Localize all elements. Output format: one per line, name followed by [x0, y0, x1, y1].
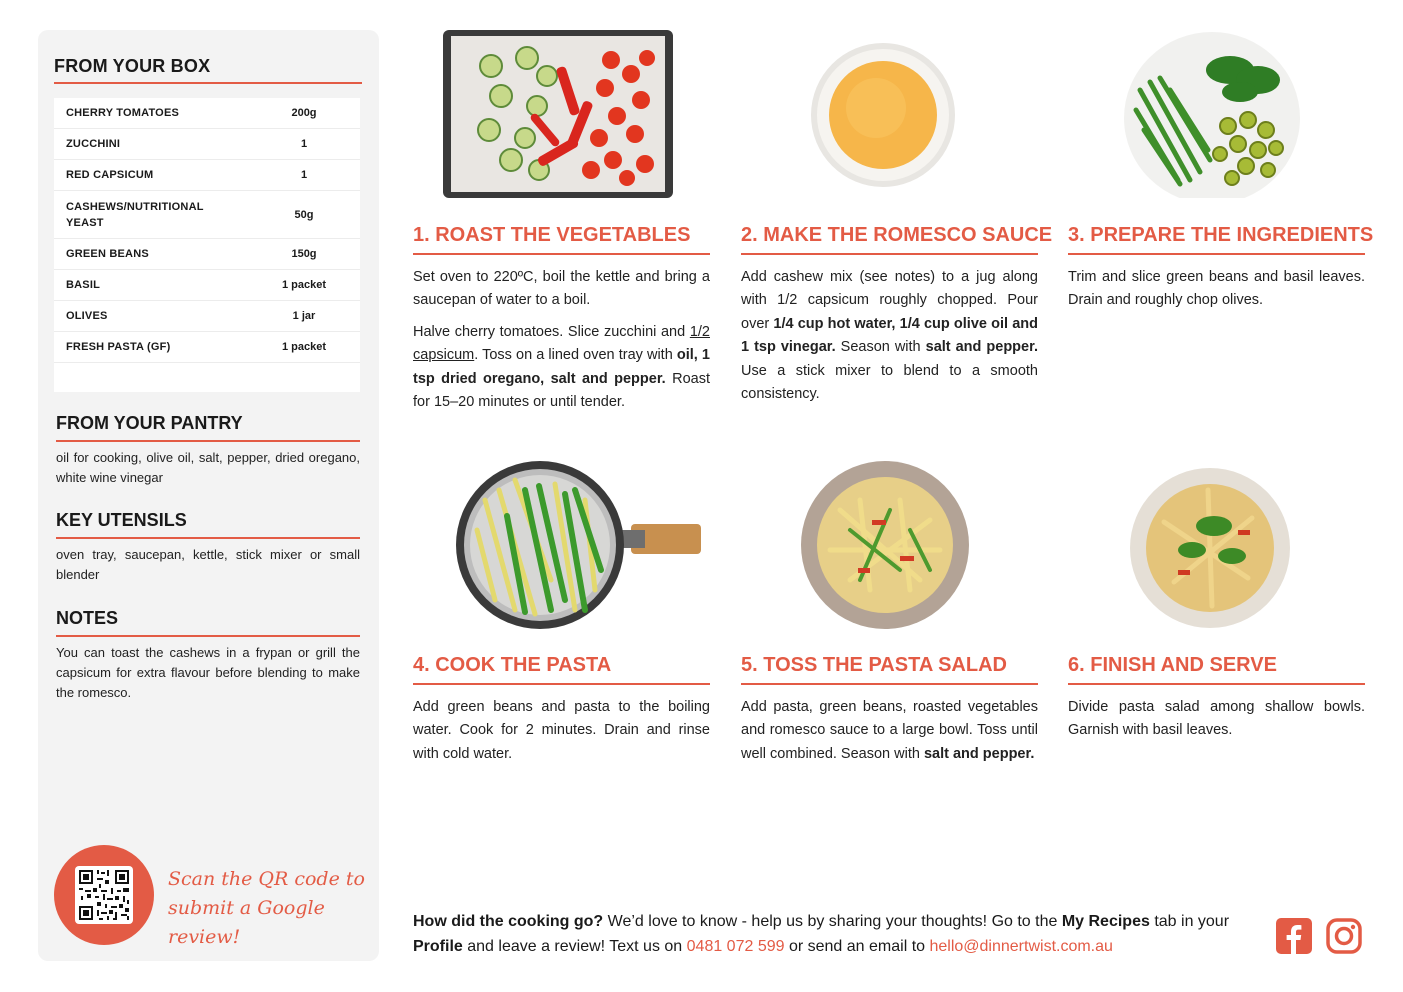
notes-text: You can toast the cashews in a frypan or grill the capsicum for extra flavour before blending to make the romesco.: [56, 645, 360, 700]
divider: [1068, 683, 1365, 685]
step-5-title: 5. TOSS THE PASTA SALAD: [741, 654, 1007, 676]
romesco-sauce-image: [808, 40, 958, 190]
step-2-title: 2. MAKE THE ROMESCO SAUCE: [741, 224, 1053, 246]
step-1-p1: Set oven to 220ºC, boil the kettle and bring a saucepan of water to a boil.: [413, 269, 710, 309]
table-row: [54, 332, 360, 363]
table-row: [54, 191, 360, 239]
ingredient-qty: 1: [300, 138, 308, 150]
ingredients-table: [54, 98, 360, 392]
pantry-text: oil for cooking, olive oil, salt, pepper, dried oregano, white wine vinegar: [56, 450, 360, 485]
step-6-text: Divide pasta salad among shallow bowls. Garnish with basil leaves.: [1068, 699, 1365, 739]
step-1-text: [413, 266, 710, 414]
ingredient-name: BASIL: [66, 279, 100, 291]
ingredient-qty: 1: [300, 169, 308, 181]
divider: [56, 440, 360, 442]
table-row: [54, 239, 360, 270]
feedback-text: How did the cooking go? We’d love to know - help us by sharing your thoughts! Go to the My Recipes tab in your Profile and leave a review! Text us on 0481 072 599 or send an email to hello@dinnertwist.com.au: [413, 913, 1230, 955]
qr-code-icon[interactable]: [75, 866, 133, 924]
cook-pasta-image: [455, 460, 703, 630]
from-your-box-title: FROM YOUR BOX: [54, 56, 211, 76]
divider: [413, 683, 710, 685]
prepared-ingredients-image: [1120, 30, 1304, 198]
step-4-title: 4. COOK THE PASTA: [413, 654, 612, 676]
ingredient-name: FRESH PASTA (GF): [66, 341, 171, 353]
email-link[interactable]: hello@dinnertwist.com.au: [929, 938, 1113, 955]
ingredient-name: RED CAPSICUM: [66, 169, 154, 181]
toss-pasta-salad-image: [800, 460, 970, 630]
utensils-title: KEY UTENSILS: [56, 510, 187, 530]
divider: [413, 253, 710, 255]
step-2-text: Add cashew mix (see notes) to a jug along with 1/2 capsicum roughly chopped. Pour over 1/4 cup hot water, 1/4 cup olive oil and 1 tsp vinegar. Season with salt and pepper. Use a stick mixer to blend to a smooth consistency.: [741, 269, 1038, 403]
step-1-title: 1. ROAST THE VEGETABLES: [413, 224, 691, 246]
ingredient-name: CASHEWS/NUTRITIONAL YEAST: [66, 200, 204, 229]
table-row: [54, 98, 360, 129]
ingredient-qty: 150g: [291, 248, 317, 260]
sidebar-panel: [38, 30, 379, 961]
ingredient-qty: 1 packet: [281, 341, 327, 353]
step-5-text: Add pasta, green beans, roasted vegetables and romesco sauce to a large bowl. Toss until well combined. Season with salt and pepper.: [741, 699, 1038, 762]
step-3-title: 3. PREPARE THE INGREDIENTS: [1068, 224, 1374, 246]
divider: [56, 635, 360, 637]
finish-and-serve-image: [1128, 466, 1292, 630]
table-row: [54, 129, 360, 160]
pantry-title: FROM YOUR PANTRY: [56, 413, 243, 433]
ingredient-qty: 50g: [294, 208, 314, 221]
ingredient-name: GREEN BEANS: [66, 248, 149, 260]
divider: [56, 537, 360, 539]
ingredient-qty: 200g: [291, 107, 317, 119]
table-row: [54, 270, 360, 301]
divider: [54, 82, 362, 84]
divider: [1068, 253, 1365, 255]
utensils-text: oven tray, saucepan, kettle, stick mixer or small blender: [56, 547, 360, 582]
ingredient-name: CHERRY TOMATOES: [66, 107, 180, 119]
instagram-icon[interactable]: [1326, 918, 1362, 954]
table-row: [54, 160, 360, 191]
step-3-text: Trim and slice green beans and basil leaves. Drain and roughly chop olives.: [1068, 269, 1365, 309]
ingredient-qty: 1 packet: [281, 279, 327, 291]
step-4-text: Add green beans and pasta to the boiling water. Cook for 2 minutes. Drain and rinse with cold water.: [413, 699, 710, 762]
divider: [741, 253, 1038, 255]
ingredient-name: OLIVES: [66, 310, 108, 322]
scan-line-1: Scan the QR code to: [168, 868, 365, 890]
ingredient-qty: 1 jar: [292, 310, 316, 322]
divider: [741, 683, 1038, 685]
step-6-title: 6. FINISH AND SERVE: [1068, 654, 1277, 676]
ingredient-name: ZUCCHINI: [66, 138, 121, 150]
phone-link[interactable]: 0481 072 599: [686, 938, 785, 955]
scan-qr-text: [168, 865, 379, 952]
qr-badge: [54, 845, 154, 945]
step-1-p2: Halve cherry tomatoes. Slice zucchini and 1/2 capsicum. Toss on a lined oven tray with oil, 1 tsp dried oregano, salt and pepper. Roast for 15–20 minutes or until tender.: [413, 323, 710, 411]
table-row: [54, 301, 360, 332]
facebook-icon[interactable]: [1276, 918, 1312, 954]
notes-title: NOTES: [56, 608, 119, 628]
scan-line-2: submit a Google review!: [168, 897, 325, 948]
roast-vegetables-image: [441, 30, 675, 198]
